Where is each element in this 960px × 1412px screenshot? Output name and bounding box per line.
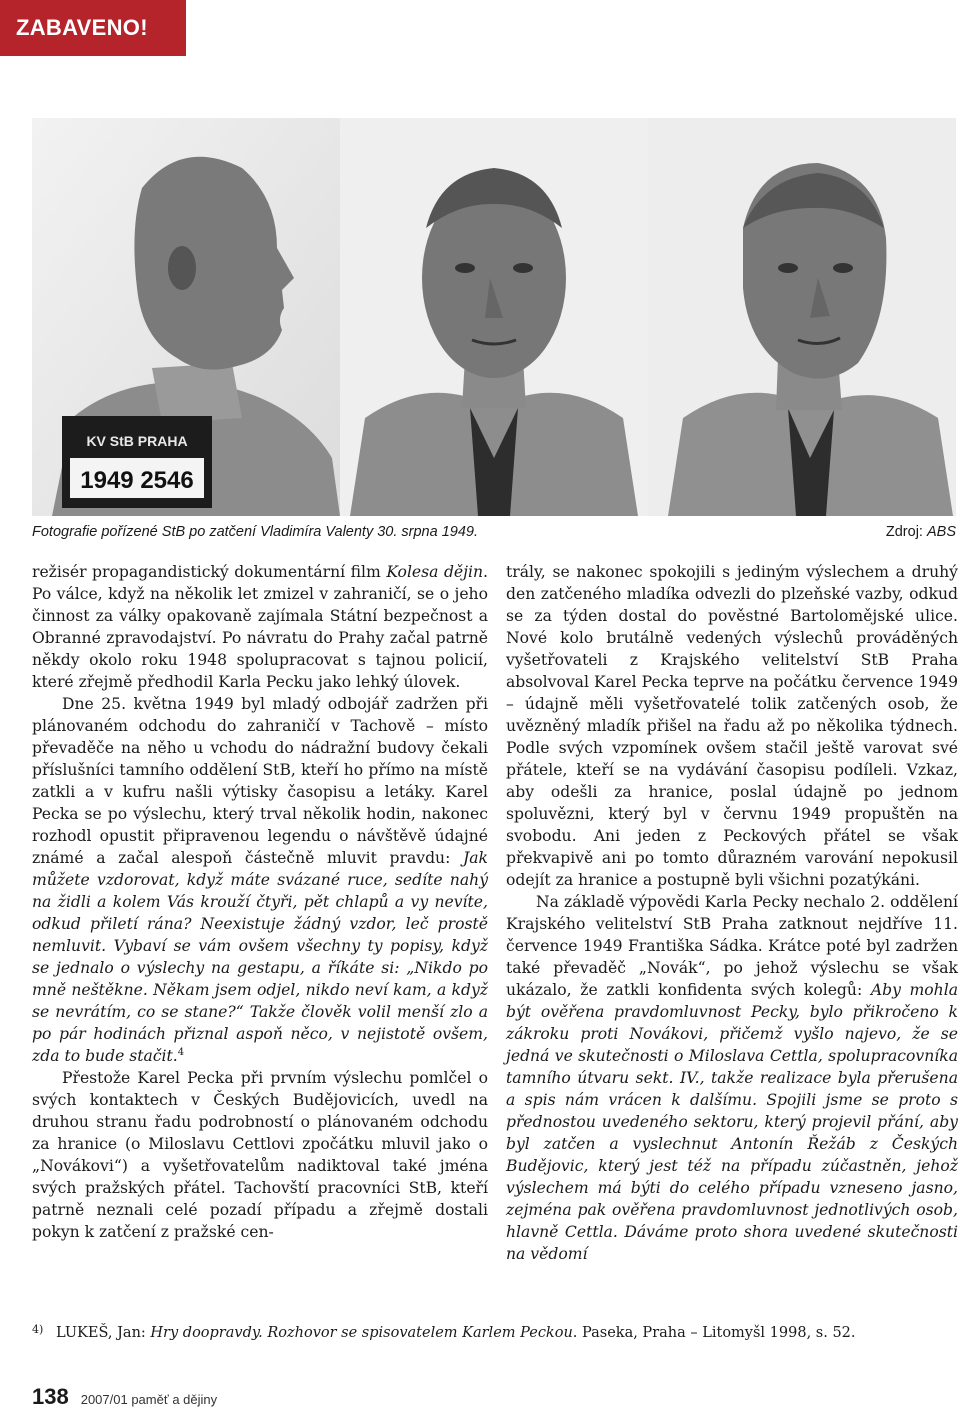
mugshot-photo-strip xyxy=(32,118,956,516)
text-run: trály, se nakonec spokojili s jediným výslechem a druhý den zatčeného mladíka odvezli do plzeňské vazby, odkud se za týden dostal do pověstné Bartolomějské ulice. Nové kolo brutálně vedených výslechů prováděných vyšetřovateli z Krajského velitelství StB Praha absolvoval Karel Pecka teprve na počátku července 1949 – údajně měli vyšetřovatelé tolik zatčených osob, že uvězněný mladík přišel na řadu až po několika týdnech. Podle svých vzpomínek ovšem stačil ještě varovat své přátele, kteří se na vydávání časopisu podíleli. Vzkaz, aby odešli za hranice, poslal údajně po jednom spoluvězni, který byl v červnu 1949 propuštěn na svobodu. Ani jeden z Peckových přátel se však překvapivě ani po tomto důrazném varování nepokusil odejít za hranice a postupně byli všichni pozatýkáni. xyxy=(506,563,958,889)
photo-source-name: ABS xyxy=(926,524,956,540)
photo-source xyxy=(886,524,956,540)
id-board-line1: KV StB PRAHA xyxy=(86,433,188,449)
footnote-title: Hry doopravdy. Rozhovor se spisovatelem Karlem Peckou xyxy=(150,1325,573,1341)
mugshot-profile-photo xyxy=(32,118,340,516)
page-number: 138 xyxy=(32,1384,69,1409)
photo-caption: Fotografie pořízené StB po zatčení Vladimíra Valenty 30. srpna 1949. xyxy=(32,524,479,540)
text-run: Přestože Karel Pecka při prvním výslechu pomlčel o svých kontaktech v Českých Budějovicích, uvedl na druhou stranu řadu podrobností o plánovaném odchodu za hranice (o Miloslavu Cettlovi zpočátku mluvil jako o „Novákovi“) a vyšetřovatelům nadiktoval také jména svých pražských přátel. Tachovští pracovníci StB, kteří patrně neznali celé pozadí případu a zřejmě dostali pokyn k zatčení z pražské cen- xyxy=(32,1069,488,1241)
film-title: Kolesa dějin xyxy=(386,563,484,581)
paragraph xyxy=(506,891,958,1265)
paragraph xyxy=(506,561,958,891)
paragraph xyxy=(32,1067,488,1243)
text-run: režisér propagandistický dokumentární film xyxy=(32,563,387,581)
paragraph xyxy=(32,561,488,693)
quotation: Jak můžete vzdorovat, když máte svázané ruce, sedíte nahý na židli a kolem Vás krouží čtyři, pět chlapů a vy nevíte, odkud přiletí rána? Neexistuje žádný vzdor, leč prostě nemluvit. Vybaví se vám ovšem všechny ty popisy, když se jednalo o výslechy na gestapu, a říkáte si: „Nikdo po mně neštěkne. Někam jsem odjel, nikdo neví kam, a když se nevrátím, co se stane?“ Takže člověk volil menší zlo a po pár hodinách přiznal aspoň něco, v nejistotě ovšem, zda to bude stačit. xyxy=(32,849,488,1065)
footnote-reference[interactable]: 4 xyxy=(177,1046,185,1058)
mugshot-threequarter-photo xyxy=(648,118,956,516)
journal-issue: 2007/01 paměť a dějiny xyxy=(80,1392,218,1407)
text-run: . Po válce, když na několik let zmizel v zahraničí, se o jeho činnost za války opakovaně zajímala Státní bezpečnost a Obranné zpravodajství. Po návratu do Prahy začal patrně někdy okolo roku 1948 spolupracovat s tajnou policií, které zřejmě předhodil Karla Pecku jako lehký úlovek. xyxy=(32,563,488,691)
section-label-text: ZABAVENO! xyxy=(16,15,148,40)
mugshot-front-photo xyxy=(340,118,648,516)
paragraph xyxy=(32,693,488,1067)
text-run: Dne 25. května 1949 byl mladý odbojář zadržen při plánovaném odchodu do zahraničí v Tachově – místo převaděče na něho u vchodu do nádražní budovy čekali příslušníci tamního oddělení StB, kteří ho přímo na místě zatkli a v kufru našli výtisky časopisu a letáky. Karel Pecka se po výslechu, který trval několik hodin, nakonec rozhodl opustit připravenou legendu o návštěvě údajné známé a začal alespoň částečně mluvit pravdu: xyxy=(32,695,488,867)
footnote xyxy=(32,1323,956,1343)
photo-source-prefix: Zdroj: xyxy=(885,524,927,540)
id-board-line2: 1949 2546 xyxy=(80,467,194,494)
page-footer xyxy=(32,1384,217,1410)
footnote-publication: . Paseka, Praha – Litomyšl 1998, s. 52. xyxy=(572,1325,856,1341)
text-run: Na základě výpovědi Karla Pecky nechalo 2. oddělení Krajského velitelství StB Praha zatknout nejdříve 11. července 1949 Františka Sádka. Krátce poté byl zadržen také převaděč „Novák“, po jehož výslechu se však ukázalo, že zatkli konfidenta svých kolegů: xyxy=(506,893,958,999)
section-label xyxy=(0,0,186,56)
article-column-right xyxy=(506,561,958,1265)
footnote-author: LUKEŠ, Jan: xyxy=(56,1325,151,1341)
footnote-number: 4) xyxy=(32,1323,44,1336)
article-column-left xyxy=(32,561,488,1243)
quotation: Aby mohla být ověřena pravdomluvnost Pecky, bylo přikročeno k zákroku proti Novákovi, přičemž vyšlo najevo, že se jedná ve skutečnosti o Miloslava Cettla, spolupracovníka tamního útvaru sekt. IV., takže realizace byla přerušena a spis nám vrácen k dalšímu. Spojili jsme se proto s přednostou uvedeného sektoru, který projevil přání, aby byl zatčen a vyslechnut Antonín Řežáb z Českých Budějovic, který jest též na případu zúčastněn, jehož výslechem má býti do celého případu vzneseno jasno, zejména pak ověřena pravdomluvnost jednotlivých osob, hlavně Cettla. Dáváme proto shora uvedené skutečnosti na vědomí xyxy=(506,981,959,1263)
photo-caption-row xyxy=(32,524,956,546)
